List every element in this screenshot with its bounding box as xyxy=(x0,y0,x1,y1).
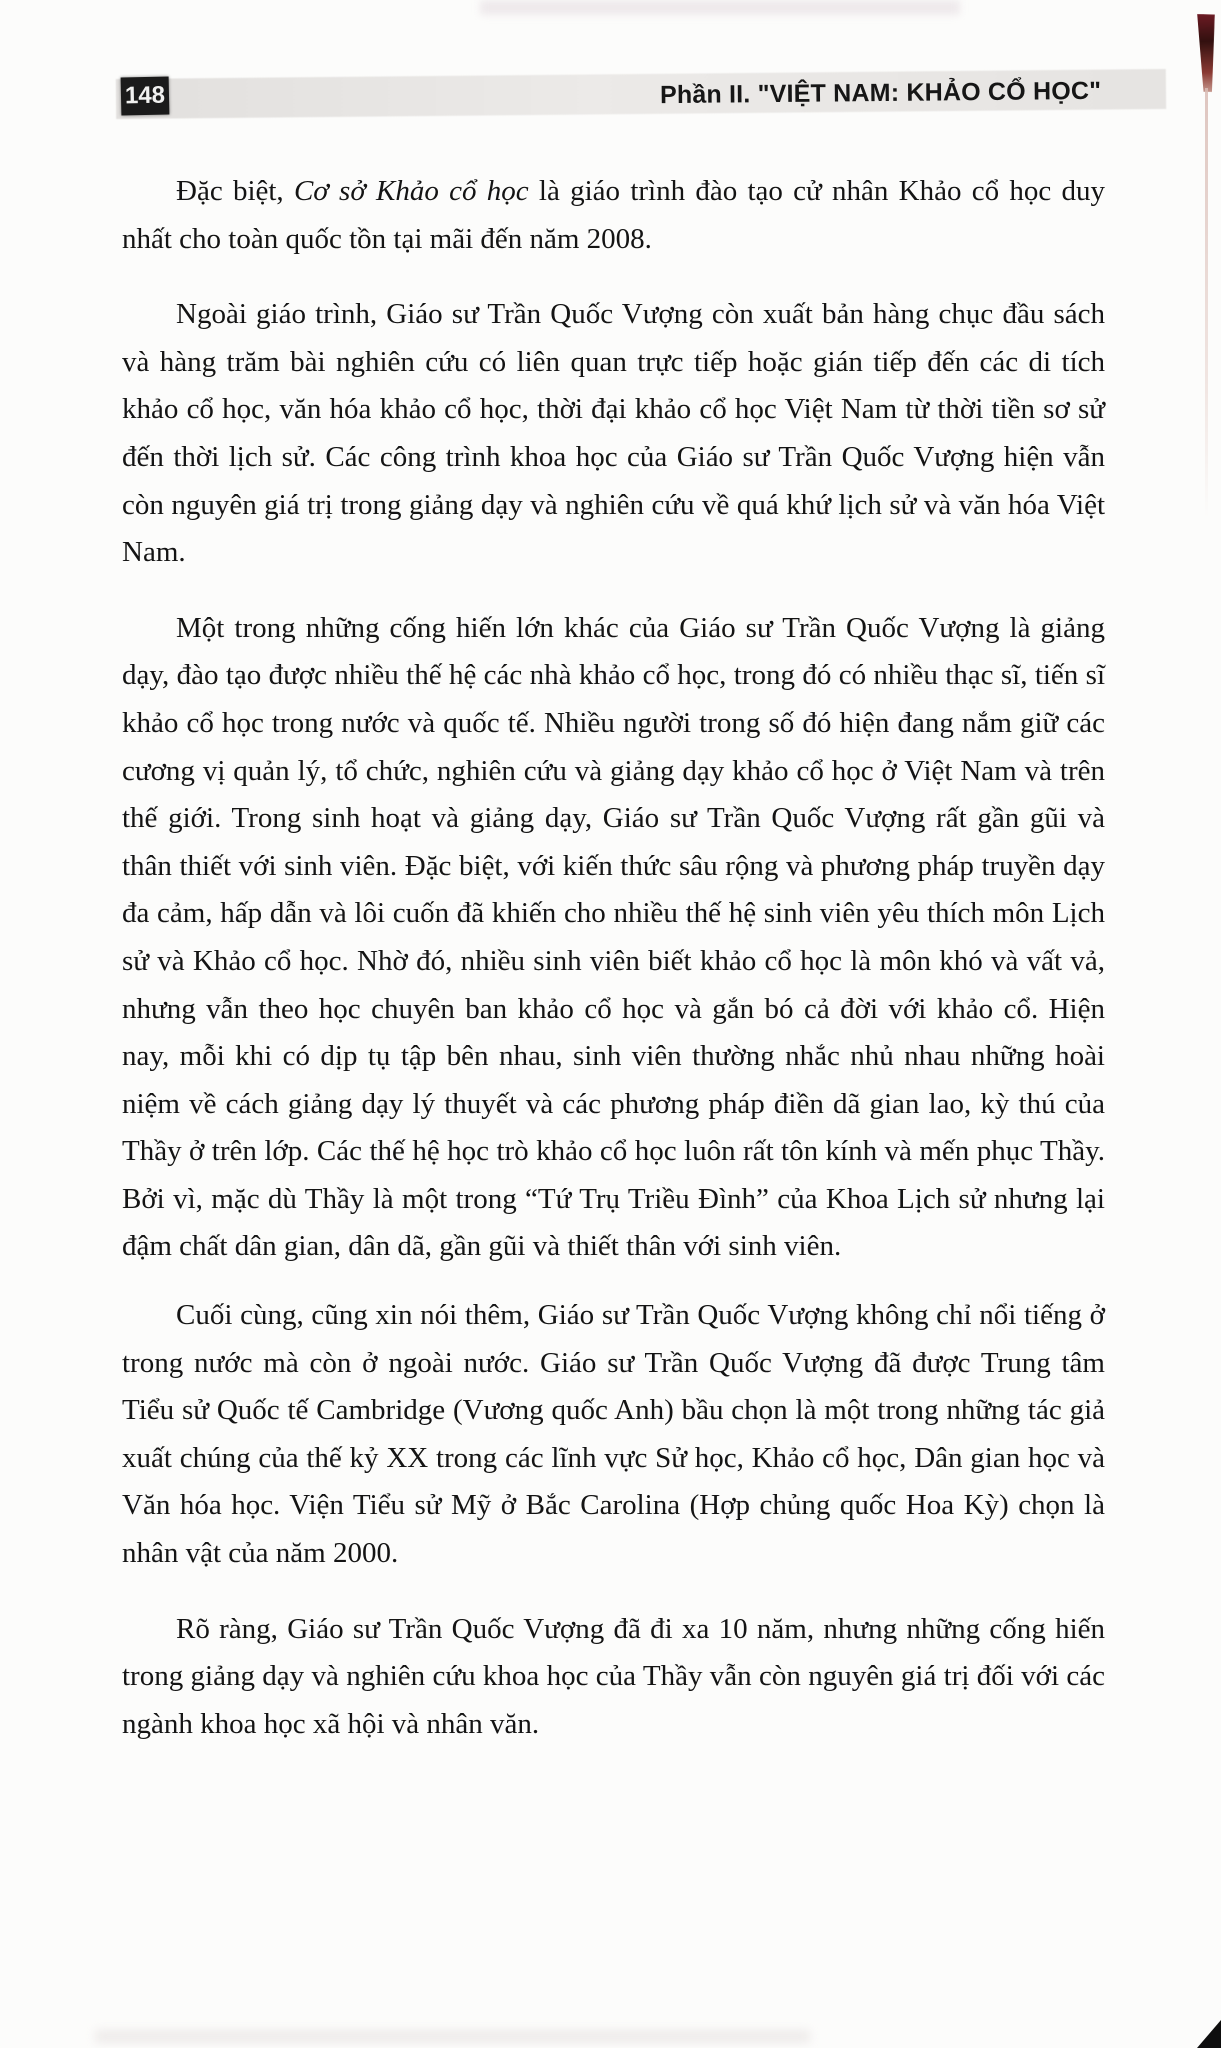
page-number-badge: 148 xyxy=(121,77,170,116)
bookmark-ribbon-icon xyxy=(1192,14,1215,93)
page-corner-mark xyxy=(1197,2020,1221,2048)
paragraph-3: Một trong những cống hiến lớn khác của Giáo sư Trần Quốc Vượng là giảng dạy, đào tạo được nhiều thế hệ các nhà khảo cổ học, trong đó có nhiều thạc sĩ, tiến sĩ khảo cổ học trong nước và quốc tế. Nhiều người trong số đó hiện đang nắm giữ các cương vị quản lý, tổ chức, nghiên cứu và giảng dạy khảo cổ học ở Việt Nam và trên thế giới. Trong sinh hoạt và giảng dạy, Giáo sư Trần Quốc Vượng rất gần gũi và thân thiết với sinh viên. Đặc biệt, với kiến thức sâu rộng và phương pháp truyền dạy đa cảm, hấp dẫn và lôi cuốn đã khiến cho nhiều thế hệ sinh viên yêu thích môn Lịch sử và Khảo cổ học. Nhờ đó, nhiều sinh viên biết khảo cổ học là môn khó và vất vả, nhưng vẫn theo học chuyên ban khảo cổ học và gắn bó cả đời với khảo cổ. Hiện nay, mỗi khi có dịp tụ tập bên nhau, sinh viên thường nhắc nhủ nhau những hoài niệm về cách giảng dạy lý thuyết và các phương pháp điền dã gian lao, kỳ thú của Thầy ở trên lớp. Các thế hệ học trò khảo cổ học luôn rất tôn kính và mến phục Thầy. Bởi vì, mặc dù Thầy là một trong “Tứ Trụ Triều Đình” của Khoa Lịch sử nhưng lại đậm chất dân gian, dân dã, gần gũi và thiết thân với sinh viên. xyxy=(122,611,1105,1263)
running-header-title: Phần II. "VIỆT NAM: KHẢO CỔ HỌC" xyxy=(659,76,1102,110)
paragraph-4: Cuối cùng, cũng xin nói thêm, Giáo sư Trần Quốc Vượng không chỉ nổi tiếng ở trong nước mà còn ở ngoài nước. Giáo sư Trần Quốc Vượng đã được Trung tâm Tiểu sử Quốc tế Cambridge (Vương quốc Anh) bầu chọn là một trong những tác giả xuất chúng của thế kỷ XX trong các lĩnh vực Sử học, Khảo cổ học, Dân gian học và Văn hóa học. Viện Tiểu sử Mỹ ở Bắc Carolina (Hợp chủng quốc Hoa Kỳ) chọn là nhân vật của năm 2000. xyxy=(122,1299,1105,1570)
paragraph-1 xyxy=(122,168,1105,263)
scan-smudge-top xyxy=(480,0,960,15)
paragraph-1-rest: là giáo trình đào tạo cử nhân Khảo cổ học duy nhất cho toàn quốc tồn tại mãi đến năm 2008. xyxy=(122,175,1106,255)
scan-smudge-bottom xyxy=(95,2030,810,2043)
paragraph-5: Rõ ràng, Giáo sư Trần Quốc Vượng đã đi xa 10 năm, nhưng những cống hiến trong giảng dạy và nghiên cứu khoa học của Thầy vẫn còn nguyên giá trị đối với các ngành khoa học xã hội và nhân văn. xyxy=(122,1612,1105,1740)
paragraph-1-lead: Đặc biệt, xyxy=(176,175,294,207)
bookmark-ribbon-tail xyxy=(1205,88,1208,518)
page-body-text xyxy=(122,168,1105,1769)
paragraph-1-book-title: Cơ sở Khảo cổ học xyxy=(293,175,529,207)
paragraph-2: Ngoài giáo trình, Giáo sư Trần Quốc Vượng còn xuất bản hàng chục đầu sách và hàng trăm bài nghiên cứu có liên quan trực tiếp hoặc gián tiếp đến các di tích khảo cổ học, văn hóa khảo cổ học, thời đại khảo cổ học Việt Nam từ thời tiền sơ sử đến thời lịch sử. Các công trình khoa học của Giáo sư Trần Quốc Vượng hiện vẫn còn nguyên giá trị trong giảng dạy và nghiên cứu về quá khứ lịch sử và văn hóa Việt Nam. xyxy=(122,298,1105,569)
